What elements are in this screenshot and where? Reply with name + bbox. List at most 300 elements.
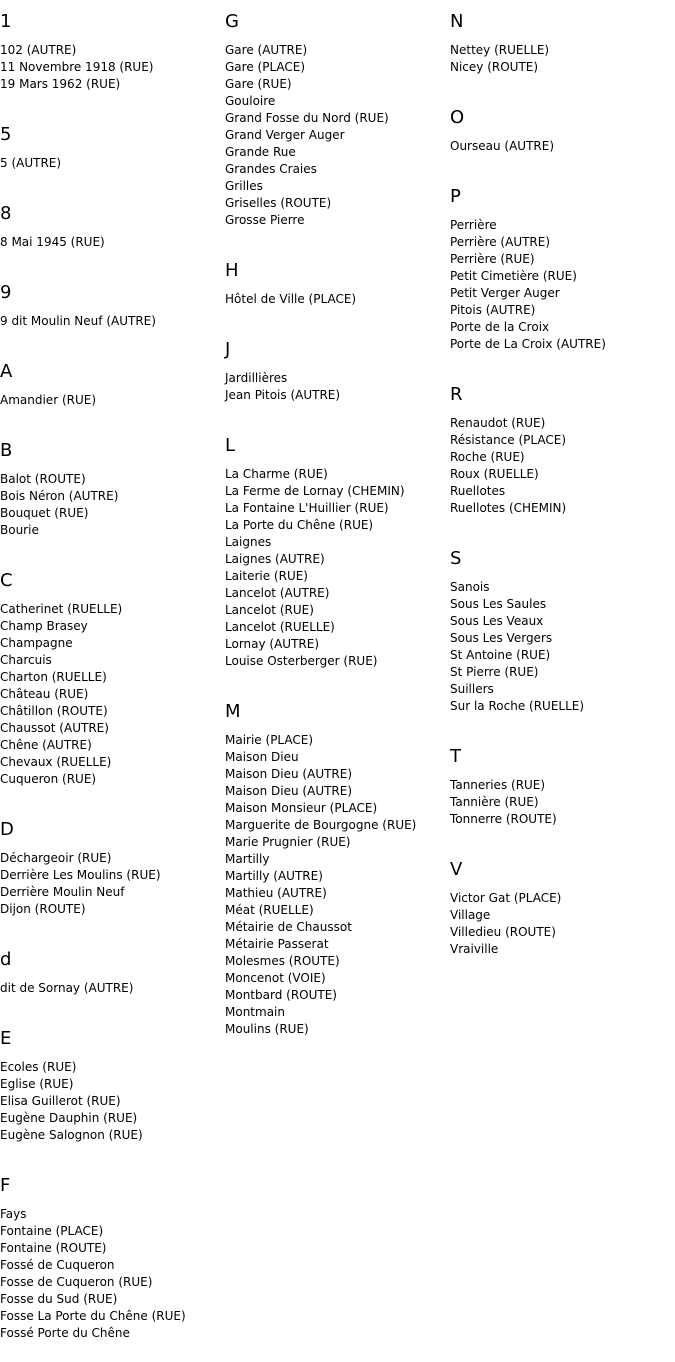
letter-heading: T [450, 746, 461, 767]
street-list-item [225, 42, 416, 59]
street-link[interactable]: Eglise (RUE) [0, 1077, 74, 1091]
street-list-item [450, 251, 606, 268]
street-link[interactable]: Renaudot (RUE) [450, 416, 546, 430]
street-link[interactable]: Petit Cimetière (RUE) [450, 269, 577, 283]
street-list-item [225, 370, 416, 387]
street-link[interactable]: Charcuis [0, 653, 52, 667]
street-list-item [225, 970, 416, 987]
street-link[interactable]: Sous Les Vergers [450, 631, 553, 645]
section-spacer [0, 918, 186, 938]
street-link[interactable]: Tannière (RUE) [450, 795, 539, 809]
street-list-item [0, 980, 186, 997]
letter-section [450, 537, 606, 735]
street-list [450, 32, 606, 76]
street-list-item [450, 466, 606, 483]
letter-heading: H [225, 260, 239, 281]
street-link[interactable]: Derrière Moulin Neuf [0, 885, 125, 899]
street-list-item [450, 794, 606, 811]
street-link[interactable]: Gare (PLACE) [225, 60, 306, 74]
street-list-item [0, 1110, 186, 1127]
section-spacer [0, 251, 186, 271]
street-link[interactable]: Ecoles (RUE) [0, 1060, 77, 1074]
letter-heading: N [450, 11, 464, 32]
street-link[interactable]: Louise Osterberger (RUE) [225, 654, 378, 668]
street-list [450, 880, 606, 958]
street-list-item [225, 987, 416, 1004]
letter-section [225, 328, 416, 424]
street-link[interactable]: dit de Sornay (AUTRE) [0, 981, 134, 995]
letter-heading: V [450, 859, 463, 880]
section-spacer [0, 93, 186, 113]
letter-section [225, 424, 416, 690]
letter-section [0, 350, 186, 429]
street-list-item [0, 686, 186, 703]
letter-heading: B [0, 440, 13, 461]
letter-section [450, 848, 606, 978]
street-link[interactable]: 19 Mars 1962 (RUE) [0, 77, 121, 91]
street-list [225, 32, 416, 229]
street-list-item [0, 1206, 186, 1223]
street-list [0, 224, 186, 251]
street-list-item [0, 850, 186, 867]
street-list-item [225, 749, 416, 766]
street-link[interactable]: Fontaine (PLACE) [0, 1224, 104, 1238]
street-link[interactable]: Amandier (RUE) [0, 393, 97, 407]
street-link[interactable]: Laiterie (RUE) [225, 569, 308, 583]
street-link[interactable]: Métairie de Chaussot [225, 920, 352, 934]
street-link[interactable]: Laignes (AUTRE) [225, 552, 325, 566]
section-spacer [450, 958, 606, 978]
street-link[interactable]: Sous Les Saules [450, 597, 547, 611]
letter-section [0, 271, 186, 350]
street-list-item [225, 144, 416, 161]
street-list-item [0, 1257, 186, 1274]
street-link[interactable]: Pitois (AUTRE) [450, 303, 536, 317]
street-link[interactable]: Laignes [225, 535, 272, 549]
street-list-item [0, 901, 186, 918]
letter-heading: F [0, 1175, 11, 1196]
street-list-item [450, 941, 606, 958]
street-list-item [450, 483, 606, 500]
section-spacer [450, 155, 606, 175]
street-link[interactable]: Porte de La Croix (AUTRE) [450, 337, 606, 351]
street-list-item [0, 884, 186, 901]
street-link[interactable]: Sous Les Veaux [450, 614, 544, 628]
street-link[interactable]: Village [450, 908, 491, 922]
street-list-item [450, 415, 606, 432]
street-list [0, 145, 186, 172]
street-link[interactable]: Grilles [225, 179, 263, 193]
section-spacer [450, 353, 606, 373]
street-list [0, 970, 186, 997]
street-list-item [225, 551, 416, 568]
street-link[interactable]: Mairie (PLACE) [225, 733, 314, 747]
street-link[interactable]: Eugène Dauphin (RUE) [0, 1111, 138, 1125]
street-list [0, 461, 186, 539]
street-link[interactable]: Roux (RUELLE) [450, 467, 539, 481]
letter-section [0, 429, 186, 559]
letter-heading: E [0, 1028, 12, 1049]
section-spacer [225, 308, 416, 328]
street-list-item [225, 953, 416, 970]
letter-heading: 5 [0, 124, 12, 145]
street-link[interactable]: Nettey (RUELLE) [450, 43, 550, 57]
street-list-item [225, 466, 416, 483]
street-link[interactable]: Méat (RUELLE) [225, 903, 314, 917]
street-list-item [450, 664, 606, 681]
street-list-item [450, 890, 606, 907]
street-link[interactable]: Chaussot (AUTRE) [0, 721, 109, 735]
street-list-item [450, 579, 606, 596]
street-link[interactable]: Grandes Craies [225, 162, 317, 176]
street-link[interactable]: Vraiville [450, 942, 499, 956]
street-list-item [0, 76, 186, 93]
street-list [225, 281, 416, 308]
street-link[interactable]: Châtillon (ROUTE) [0, 704, 108, 718]
street-link[interactable]: Catherinet (RUELLE) [0, 602, 123, 616]
letter-heading: S [450, 548, 462, 569]
street-list-item [450, 285, 606, 302]
street-index-column-2 [225, 0, 416, 1058]
letter-section [225, 690, 416, 1058]
street-link[interactable]: Résistance (PLACE) [450, 433, 566, 447]
section-spacer [450, 76, 606, 96]
street-link[interactable]: Champ Brasey [0, 619, 88, 633]
street-link[interactable]: Moncenot (VOIE) [225, 971, 326, 985]
street-list-item [0, 737, 186, 754]
street-list-item [225, 732, 416, 749]
letter-heading: P [450, 186, 461, 207]
letter-section [450, 175, 606, 373]
letter-section [450, 373, 606, 537]
street-link[interactable]: Martilly (AUTRE) [225, 869, 323, 883]
letter-section [0, 808, 186, 938]
street-link[interactable]: Roche (RUE) [450, 450, 525, 464]
street-link[interactable]: Lancelot (AUTRE) [225, 586, 330, 600]
section-spacer [225, 1038, 416, 1058]
street-link[interactable]: Ourseau (AUTRE) [450, 139, 554, 153]
street-link[interactable]: Fossé de Cuqueron [0, 1258, 115, 1272]
letter-section [0, 1017, 186, 1164]
street-list-item [0, 234, 186, 251]
street-list-item [225, 817, 416, 834]
street-list-item [450, 681, 606, 698]
street-link[interactable]: Sur la Roche (RUELLE) [450, 699, 585, 713]
street-list-item [225, 851, 416, 868]
street-link[interactable]: Lancelot (RUELLE) [225, 620, 335, 634]
street-link[interactable]: Charton (RUELLE) [0, 670, 107, 684]
street-list [0, 32, 186, 93]
letter-heading: M [225, 701, 241, 722]
street-link[interactable]: Maison Dieu (AUTRE) [225, 784, 353, 798]
street-list-item [0, 601, 186, 618]
street-list-item [225, 868, 416, 885]
street-list-item [0, 1223, 186, 1240]
letter-section [0, 192, 186, 271]
street-link[interactable]: Grosse Pierre [225, 213, 305, 227]
street-link[interactable]: Gouloire [225, 94, 276, 108]
street-link[interactable]: Villedieu (ROUTE) [450, 925, 556, 939]
street-list [450, 128, 606, 155]
street-index-column-3 [450, 0, 606, 978]
street-list-item [0, 155, 186, 172]
street-link[interactable]: Molesmes (ROUTE) [225, 954, 340, 968]
section-spacer [0, 539, 186, 559]
letter-section [0, 559, 186, 808]
street-link[interactable]: Lornay (AUTRE) [225, 637, 320, 651]
street-list [450, 207, 606, 353]
street-list-item [225, 500, 416, 517]
section-spacer [0, 330, 186, 350]
street-link[interactable]: Martilly [225, 852, 270, 866]
street-list [450, 405, 606, 517]
street-list-item [0, 42, 186, 59]
street-list-item [0, 59, 186, 76]
street-link[interactable]: 11 Novembre 1918 (RUE) [0, 60, 154, 74]
street-link[interactable]: La Porte du Chêne (RUE) [225, 518, 374, 532]
street-list [0, 303, 186, 330]
street-list-item [450, 630, 606, 647]
section-spacer [450, 715, 606, 735]
letter-section [450, 96, 606, 175]
street-link[interactable]: Derrière Les Moulins (RUE) [0, 868, 161, 882]
street-link[interactable]: Elisa Guillerot (RUE) [0, 1094, 121, 1108]
street-list-item [0, 1325, 186, 1342]
street-list-item [450, 907, 606, 924]
street-link[interactable]: Nicey (ROUTE) [450, 60, 539, 74]
letter-section [225, 0, 416, 249]
street-list-item [450, 613, 606, 630]
street-list-item [225, 885, 416, 902]
street-link[interactable]: Bois Néron (AUTRE) [0, 489, 119, 503]
street-link[interactable]: St Pierre (RUE) [450, 665, 539, 679]
section-spacer [0, 997, 186, 1017]
street-list [450, 767, 606, 828]
street-link[interactable]: Ruellotes [450, 484, 506, 498]
street-link[interactable]: Bourie [0, 523, 39, 537]
street-link[interactable]: Grand Verger Auger [225, 128, 345, 142]
street-list-item [225, 602, 416, 619]
street-list-item [225, 936, 416, 953]
street-link[interactable]: Grand Fosse du Nord (RUE) [225, 111, 389, 125]
street-list-item [0, 1308, 186, 1325]
street-list-item [450, 449, 606, 466]
letter-section [225, 249, 416, 328]
street-link[interactable]: 102 (AUTRE) [0, 43, 77, 57]
street-link[interactable]: Lancelot (RUE) [225, 603, 314, 617]
letter-section [450, 735, 606, 848]
letter-section [450, 0, 606, 96]
street-list-item [0, 618, 186, 635]
street-list-item [450, 777, 606, 794]
street-link[interactable]: Tonnerre (ROUTE) [450, 812, 557, 826]
street-list [0, 840, 186, 918]
street-link[interactable]: Sanois [450, 580, 490, 594]
street-link[interactable]: Petit Verger Auger [450, 286, 560, 300]
letter-heading: R [450, 384, 463, 405]
street-link[interactable]: Victor Gat (PLACE) [450, 891, 562, 905]
street-list [225, 456, 416, 670]
letter-section [0, 0, 186, 113]
section-spacer [0, 1342, 186, 1362]
street-link[interactable]: Maison Dieu (AUTRE) [225, 767, 353, 781]
letter-heading: L [225, 435, 236, 456]
street-link[interactable]: Château (RUE) [0, 687, 89, 701]
street-link[interactable]: Jean Pitois (AUTRE) [225, 388, 341, 402]
street-link[interactable]: Perrière [450, 218, 497, 232]
street-list-item [0, 771, 186, 788]
street-list-item [0, 1127, 186, 1144]
street-list-item [0, 867, 186, 884]
street-link[interactable]: Fosse La Porte du Chêne (RUE) [0, 1309, 186, 1323]
street-list-item [450, 302, 606, 319]
street-link[interactable]: La Fontaine L'Huillier (RUE) [225, 501, 389, 515]
street-list-item [225, 195, 416, 212]
street-link[interactable]: Marguerite de Bourgogne (RUE) [225, 818, 417, 832]
street-link[interactable]: Ruellotes (CHEMIN) [450, 501, 567, 515]
letter-heading: C [0, 570, 13, 591]
street-link[interactable]: Hôtel de Ville (PLACE) [225, 292, 357, 306]
street-list-item [450, 698, 606, 715]
letter-heading: d [0, 949, 12, 970]
street-link[interactable]: Chêne (AUTRE) [0, 738, 92, 752]
street-list-item [0, 1059, 186, 1076]
street-link[interactable]: Suillers [450, 682, 494, 696]
street-link[interactable]: Cuqueron (RUE) [0, 772, 97, 786]
letter-section [0, 938, 186, 1017]
street-list [225, 360, 416, 404]
letter-section [0, 1164, 186, 1362]
street-list-item [225, 59, 416, 76]
street-list-item [450, 319, 606, 336]
section-spacer [225, 404, 416, 424]
street-list-item [225, 534, 416, 551]
letter-section [0, 113, 186, 192]
street-list-item [0, 754, 186, 771]
street-list-item [0, 505, 186, 522]
street-list-item [225, 387, 416, 404]
street-list-item [225, 93, 416, 110]
street-link[interactable]: La Ferme de Lornay (CHEMIN) [225, 484, 405, 498]
street-list-item [0, 1240, 186, 1257]
street-list-item [450, 59, 606, 76]
street-link[interactable]: Tanneries (RUE) [450, 778, 546, 792]
street-link[interactable]: Montbard (ROUTE) [225, 988, 337, 1002]
street-link[interactable]: Gare (AUTRE) [225, 43, 308, 57]
street-index-column-1 [0, 0, 186, 1362]
street-link[interactable]: Maison Dieu [225, 750, 299, 764]
street-link[interactable]: Balot (ROUTE) [0, 472, 86, 486]
street-link[interactable]: La Charme (RUE) [225, 467, 328, 481]
street-list-item [0, 652, 186, 669]
street-list [450, 569, 606, 715]
street-link[interactable]: 9 dit Moulin Neuf (AUTRE) [0, 314, 156, 328]
street-link[interactable]: Moulins (RUE) [225, 1022, 309, 1036]
street-link[interactable]: Marie Prugnier (RUE) [225, 835, 351, 849]
street-list-item [225, 919, 416, 936]
section-spacer [225, 670, 416, 690]
street-list-item [450, 138, 606, 155]
letter-heading: J [225, 339, 231, 360]
street-link[interactable]: Maison Monsieur (PLACE) [225, 801, 378, 815]
street-list-item [0, 669, 186, 686]
street-list-item [450, 234, 606, 251]
street-link[interactable]: Champagne [0, 636, 73, 650]
street-link[interactable]: Mathieu (AUTRE) [225, 886, 327, 900]
section-spacer [0, 409, 186, 429]
street-list [0, 1049, 186, 1144]
street-list-item [225, 568, 416, 585]
street-link[interactable]: Perrière (RUE) [450, 252, 535, 266]
letter-heading: G [225, 11, 239, 32]
street-list-item [225, 212, 416, 229]
street-list-item [450, 336, 606, 353]
street-link[interactable]: Eugène Salognon (RUE) [0, 1128, 143, 1142]
street-link[interactable]: Fontaine (ROUTE) [0, 1241, 107, 1255]
letter-heading: D [0, 819, 14, 840]
street-link[interactable]: Métairie Passerat [225, 937, 329, 951]
street-list-item [0, 720, 186, 737]
street-link[interactable]: 5 (AUTRE) [0, 156, 62, 170]
street-list-item [450, 596, 606, 613]
letter-heading: 1 [0, 11, 12, 32]
street-list-item [225, 483, 416, 500]
street-list-item [0, 392, 186, 409]
street-link[interactable]: Porte de la Croix [450, 320, 550, 334]
street-link[interactable]: Grande Rue [225, 145, 296, 159]
street-list-item [225, 783, 416, 800]
street-list-item [225, 161, 416, 178]
street-list-item [225, 834, 416, 851]
street-link[interactable]: Fays [0, 1207, 27, 1221]
street-list [0, 591, 186, 788]
street-list-item [225, 291, 416, 308]
street-link[interactable]: Gare (RUE) [225, 77, 292, 91]
street-link[interactable]: 8 Mai 1945 (RUE) [0, 235, 105, 249]
street-link[interactable]: Perrière (AUTRE) [450, 235, 551, 249]
street-link[interactable]: St Antoine (RUE) [450, 648, 551, 662]
street-list-item [0, 703, 186, 720]
street-link[interactable]: Griselles (ROUTE) [225, 196, 332, 210]
letter-heading: A [0, 361, 13, 382]
section-spacer [225, 229, 416, 249]
street-link[interactable]: Bouquet (RUE) [0, 506, 89, 520]
letter-heading: 9 [0, 282, 12, 303]
street-list-item [0, 522, 186, 539]
street-link[interactable]: Fosse de Cuqueron (RUE) [0, 1275, 153, 1289]
street-link[interactable]: Fossé Porte du Chêne [0, 1326, 130, 1340]
street-link[interactable]: Chevaux (RUELLE) [0, 755, 112, 769]
street-list-item [450, 42, 606, 59]
street-link[interactable]: Jardillières [225, 371, 288, 385]
street-list-item [225, 619, 416, 636]
street-list-item [0, 471, 186, 488]
street-list-item [0, 1274, 186, 1291]
street-list-item [225, 585, 416, 602]
street-link[interactable]: Fosse du Sud (RUE) [0, 1292, 118, 1306]
street-link[interactable]: Déchargeoir (RUE) [0, 851, 112, 865]
letter-heading: 8 [0, 203, 12, 224]
street-list-item [0, 635, 186, 652]
street-list-item [225, 636, 416, 653]
street-list [0, 1196, 186, 1342]
street-link[interactable]: Montmain [225, 1005, 285, 1019]
street-list-item [450, 432, 606, 449]
section-spacer [0, 1144, 186, 1164]
street-link[interactable]: Dijon (ROUTE) [0, 902, 86, 916]
street-list-item [225, 178, 416, 195]
street-list-item [225, 766, 416, 783]
